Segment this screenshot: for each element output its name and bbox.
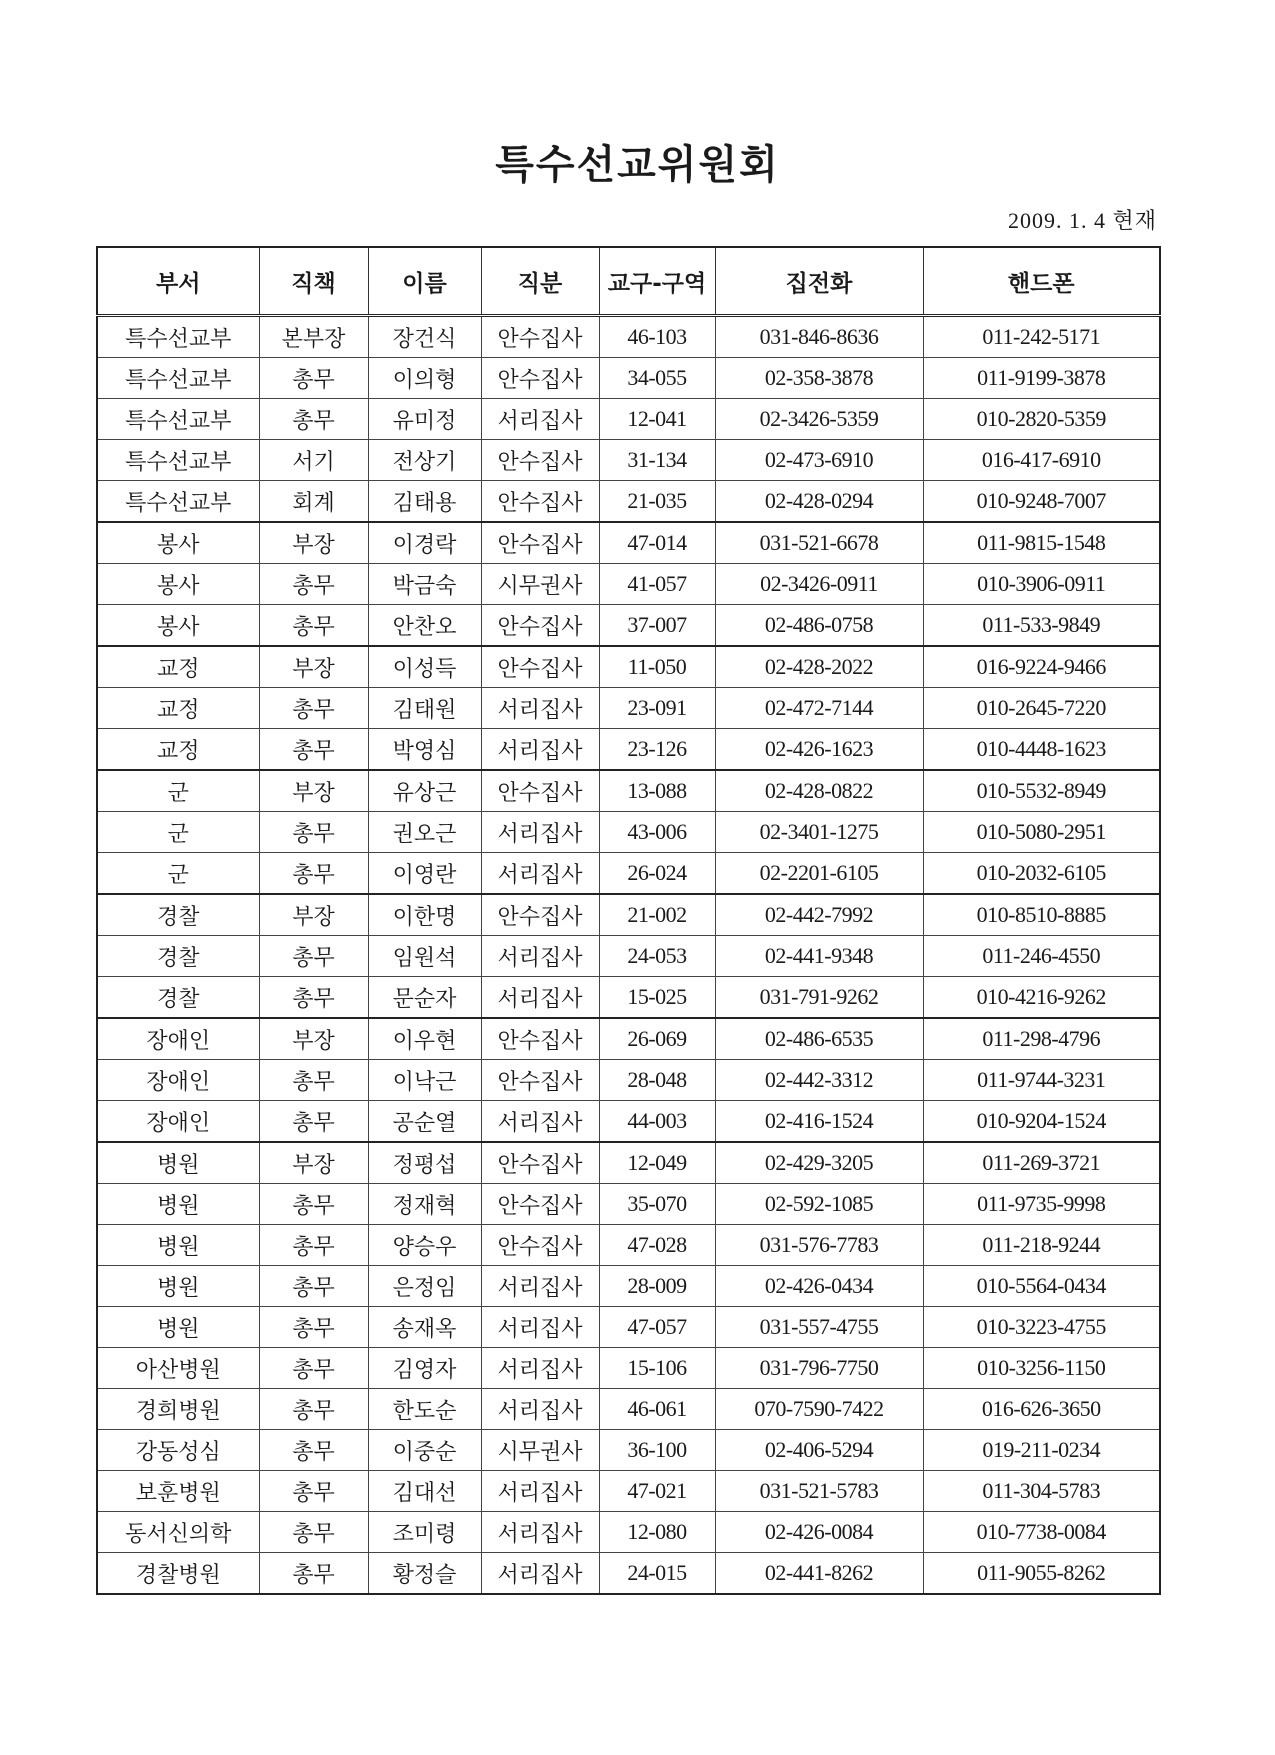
cell-position: 총무 (259, 605, 368, 647)
cell-name: 이성득 (368, 646, 481, 688)
cell-mobile-phone: 011-242-5171 (923, 316, 1160, 358)
table-row (97, 646, 1160, 688)
cell-district: 12-080 (599, 1512, 715, 1553)
cell-district: 11-050 (599, 646, 715, 688)
cell-church-office: 안수집사 (481, 481, 599, 523)
table-row (97, 1553, 1160, 1595)
cell-department: 경찰 (97, 936, 259, 977)
cell-church-office: 서리집사 (481, 1512, 599, 1553)
cell-department: 특수선교부 (97, 440, 259, 481)
cell-district: 15-106 (599, 1348, 715, 1389)
cell-position: 부장 (259, 1018, 368, 1060)
cell-department: 특수선교부 (97, 316, 259, 358)
cell-mobile-phone: 019-211-0234 (923, 1430, 1160, 1471)
cell-name: 황정슬 (368, 1553, 481, 1595)
cell-position: 총무 (259, 1430, 368, 1471)
cell-mobile-phone: 010-5564-0434 (923, 1266, 1160, 1307)
table-row (97, 522, 1160, 564)
cell-district: 47-021 (599, 1471, 715, 1512)
cell-church-office: 안수집사 (481, 1018, 599, 1060)
table-row (97, 358, 1160, 399)
cell-department: 특수선교부 (97, 399, 259, 440)
cell-position: 부장 (259, 770, 368, 812)
cell-position: 총무 (259, 812, 368, 853)
cell-home-phone: 02-441-8262 (715, 1553, 923, 1595)
cell-mobile-phone: 010-2645-7220 (923, 688, 1160, 729)
table-row (97, 1225, 1160, 1266)
cell-name: 한도순 (368, 1389, 481, 1430)
cell-name: 김대선 (368, 1471, 481, 1512)
table-row (97, 1142, 1160, 1184)
cell-church-office: 시무권사 (481, 1430, 599, 1471)
cell-mobile-phone: 011-9055-8262 (923, 1553, 1160, 1595)
cell-district: 21-035 (599, 481, 715, 523)
table-row (97, 399, 1160, 440)
cell-church-office: 안수집사 (481, 1184, 599, 1225)
cell-position: 총무 (259, 1225, 368, 1266)
cell-church-office: 서리집사 (481, 812, 599, 853)
cell-church-office: 안수집사 (481, 358, 599, 399)
cell-mobile-phone: 016-9224-9466 (923, 646, 1160, 688)
cell-department: 봉사 (97, 522, 259, 564)
cell-position: 총무 (259, 1471, 368, 1512)
cell-mobile-phone: 010-5080-2951 (923, 812, 1160, 853)
cell-district: 31-134 (599, 440, 715, 481)
cell-position: 총무 (259, 399, 368, 440)
cell-mobile-phone: 010-2820-5359 (923, 399, 1160, 440)
cell-church-office: 서리집사 (481, 1389, 599, 1430)
cell-name: 박영심 (368, 729, 481, 771)
cell-home-phone: 02-428-0294 (715, 481, 923, 523)
cell-name: 문순자 (368, 977, 481, 1019)
table-row (97, 316, 1160, 358)
cell-mobile-phone: 011-9199-3878 (923, 358, 1160, 399)
table-row (97, 1184, 1160, 1225)
cell-name: 정평섭 (368, 1142, 481, 1184)
cell-department: 특수선교부 (97, 481, 259, 523)
cell-church-office: 안수집사 (481, 646, 599, 688)
cell-department: 봉사 (97, 564, 259, 605)
cell-home-phone: 02-416-1524 (715, 1101, 923, 1143)
cell-mobile-phone: 010-4216-9262 (923, 977, 1160, 1019)
cell-church-office: 서리집사 (481, 1471, 599, 1512)
cell-church-office: 안수집사 (481, 316, 599, 358)
cell-home-phone: 02-441-9348 (715, 936, 923, 977)
cell-church-office: 안수집사 (481, 1225, 599, 1266)
cell-church-office: 안수집사 (481, 1142, 599, 1184)
cell-church-office: 안수집사 (481, 770, 599, 812)
cell-home-phone: 02-442-3312 (715, 1060, 923, 1101)
cell-name: 김태원 (368, 688, 481, 729)
cell-mobile-phone: 010-7738-0084 (923, 1512, 1160, 1553)
table-row (97, 1018, 1160, 1060)
cell-district: 15-025 (599, 977, 715, 1019)
cell-name: 이중순 (368, 1430, 481, 1471)
cell-district: 47-028 (599, 1225, 715, 1266)
cell-position: 총무 (259, 564, 368, 605)
cell-position: 총무 (259, 688, 368, 729)
cell-home-phone: 02-442-7992 (715, 894, 923, 936)
cell-name: 김태용 (368, 481, 481, 523)
cell-department: 병원 (97, 1307, 259, 1348)
cell-home-phone: 02-486-0758 (715, 605, 923, 647)
cell-church-office: 서리집사 (481, 399, 599, 440)
cell-position: 총무 (259, 1101, 368, 1143)
cell-name: 임원석 (368, 936, 481, 977)
cell-name: 김영자 (368, 1348, 481, 1389)
cell-home-phone: 02-426-0084 (715, 1512, 923, 1553)
cell-department: 봉사 (97, 605, 259, 647)
table-row (97, 688, 1160, 729)
cell-church-office: 서리집사 (481, 853, 599, 895)
page-title: 특수선교위원회 (495, 142, 780, 188)
header-name: 이름 (368, 247, 481, 316)
cell-department: 군 (97, 812, 259, 853)
cell-position: 총무 (259, 358, 368, 399)
cell-position: 총무 (259, 853, 368, 895)
cell-church-office: 안수집사 (481, 605, 599, 647)
cell-district: 26-024 (599, 853, 715, 895)
table-row (97, 1266, 1160, 1307)
header-mobile-phone: 핸드폰 (923, 247, 1160, 316)
table-row (97, 1512, 1160, 1553)
cell-district: 37-007 (599, 605, 715, 647)
cell-name: 이낙근 (368, 1060, 481, 1101)
header-department: 부서 (97, 247, 259, 316)
cell-position: 총무 (259, 1060, 368, 1101)
cell-home-phone: 031-846-8636 (715, 316, 923, 358)
cell-name: 공순열 (368, 1101, 481, 1143)
cell-home-phone: 031-521-6678 (715, 522, 923, 564)
cell-district: 23-091 (599, 688, 715, 729)
cell-mobile-phone: 010-8510-8885 (923, 894, 1160, 936)
table-row (97, 1101, 1160, 1143)
cell-home-phone: 02-473-6910 (715, 440, 923, 481)
cell-district: 47-014 (599, 522, 715, 564)
cell-mobile-phone: 011-304-5783 (923, 1471, 1160, 1512)
cell-department: 군 (97, 770, 259, 812)
header-church-office: 직분 (481, 247, 599, 316)
cell-district: 26-069 (599, 1018, 715, 1060)
cell-position: 총무 (259, 1266, 368, 1307)
cell-home-phone: 02-3426-0911 (715, 564, 923, 605)
cell-church-office: 안수집사 (481, 894, 599, 936)
cell-name: 박금숙 (368, 564, 481, 605)
cell-church-office: 서리집사 (481, 936, 599, 977)
cell-mobile-phone: 010-9204-1524 (923, 1101, 1160, 1143)
cell-home-phone: 02-429-3205 (715, 1142, 923, 1184)
cell-home-phone: 02-3426-5359 (715, 399, 923, 440)
cell-position: 회계 (259, 481, 368, 523)
cell-department: 병원 (97, 1142, 259, 1184)
cell-church-office: 서리집사 (481, 1266, 599, 1307)
cell-position: 부장 (259, 1142, 368, 1184)
table-row (97, 812, 1160, 853)
cell-mobile-phone: 011-269-3721 (923, 1142, 1160, 1184)
cell-department: 병원 (97, 1225, 259, 1266)
table-row (97, 770, 1160, 812)
cell-church-office: 서리집사 (481, 977, 599, 1019)
cell-position: 서기 (259, 440, 368, 481)
cell-home-phone: 02-2201-6105 (715, 853, 923, 895)
cell-home-phone: 02-428-2022 (715, 646, 923, 688)
cell-department: 경찰병원 (97, 1553, 259, 1595)
cell-position: 총무 (259, 729, 368, 771)
cell-district: 41-057 (599, 564, 715, 605)
table-row (97, 936, 1160, 977)
header-position: 직책 (259, 247, 368, 316)
table-row (97, 1430, 1160, 1471)
cell-district: 28-009 (599, 1266, 715, 1307)
cell-department: 경찰 (97, 894, 259, 936)
table-row (97, 977, 1160, 1019)
table-row (97, 1348, 1160, 1389)
cell-department: 특수선교부 (97, 358, 259, 399)
cell-department: 보훈병원 (97, 1471, 259, 1512)
cell-district: 44-003 (599, 1101, 715, 1143)
cell-name: 유미정 (368, 399, 481, 440)
cell-church-office: 안수집사 (481, 1060, 599, 1101)
cell-district: 24-015 (599, 1553, 715, 1595)
cell-department: 강동성심 (97, 1430, 259, 1471)
cell-church-office: 시무권사 (481, 564, 599, 605)
cell-home-phone: 031-576-7783 (715, 1225, 923, 1266)
cell-position: 총무 (259, 1553, 368, 1595)
cell-department: 병원 (97, 1266, 259, 1307)
cell-district: 36-100 (599, 1430, 715, 1471)
cell-position: 본부장 (259, 316, 368, 358)
cell-mobile-phone: 010-2032-6105 (923, 853, 1160, 895)
cell-church-office: 서리집사 (481, 729, 599, 771)
cell-home-phone: 02-428-0822 (715, 770, 923, 812)
table-row (97, 605, 1160, 647)
table-row (97, 853, 1160, 895)
cell-home-phone: 02-426-1623 (715, 729, 923, 771)
cell-name: 이영란 (368, 853, 481, 895)
cell-name: 은정임 (368, 1266, 481, 1307)
table-row (97, 440, 1160, 481)
cell-church-office: 안수집사 (481, 440, 599, 481)
cell-mobile-phone: 011-218-9244 (923, 1225, 1160, 1266)
cell-home-phone: 070-7590-7422 (715, 1389, 923, 1430)
cell-district: 46-103 (599, 316, 715, 358)
cell-home-phone: 031-557-4755 (715, 1307, 923, 1348)
cell-name: 장건식 (368, 316, 481, 358)
cell-department: 동서신의학 (97, 1512, 259, 1553)
cell-church-office: 서리집사 (481, 1553, 599, 1595)
cell-department: 장애인 (97, 1060, 259, 1101)
cell-district: 12-049 (599, 1142, 715, 1184)
cell-district: 28-048 (599, 1060, 715, 1101)
header-district: 교구-구역 (599, 247, 715, 316)
cell-position: 부장 (259, 894, 368, 936)
header-row (97, 247, 1160, 316)
as-of-date: 2009. 1. 4 현재 (1007, 208, 1157, 233)
cell-church-office: 서리집사 (481, 1101, 599, 1143)
cell-home-phone: 02-3401-1275 (715, 812, 923, 853)
cell-mobile-phone: 010-3223-4755 (923, 1307, 1160, 1348)
cell-district: 13-088 (599, 770, 715, 812)
cell-district: 35-070 (599, 1184, 715, 1225)
cell-position: 총무 (259, 1348, 368, 1389)
cell-mobile-phone: 010-9248-7007 (923, 481, 1160, 523)
cell-mobile-phone: 016-626-3650 (923, 1389, 1160, 1430)
cell-position: 총무 (259, 1307, 368, 1348)
cell-home-phone: 02-592-1085 (715, 1184, 923, 1225)
cell-church-office: 서리집사 (481, 688, 599, 729)
cell-position: 총무 (259, 1184, 368, 1225)
table-row (97, 1060, 1160, 1101)
cell-home-phone: 02-486-6535 (715, 1018, 923, 1060)
table-row (97, 1389, 1160, 1430)
cell-department: 교정 (97, 688, 259, 729)
cell-home-phone: 02-358-3878 (715, 358, 923, 399)
cell-department: 군 (97, 853, 259, 895)
cell-mobile-phone: 016-417-6910 (923, 440, 1160, 481)
cell-mobile-phone: 010-3256-1150 (923, 1348, 1160, 1389)
cell-name: 전상기 (368, 440, 481, 481)
table-row (97, 729, 1160, 771)
cell-name: 이의형 (368, 358, 481, 399)
cell-mobile-phone: 011-9815-1548 (923, 522, 1160, 564)
cell-district: 46-061 (599, 1389, 715, 1430)
table-row (97, 1307, 1160, 1348)
cell-mobile-phone: 011-533-9849 (923, 605, 1160, 647)
table-row (97, 481, 1160, 523)
table-row (97, 1471, 1160, 1512)
cell-home-phone: 02-472-7144 (715, 688, 923, 729)
cell-position: 부장 (259, 522, 368, 564)
cell-department: 장애인 (97, 1018, 259, 1060)
table-row (97, 894, 1160, 936)
cell-district: 47-057 (599, 1307, 715, 1348)
cell-position: 총무 (259, 977, 368, 1019)
cell-church-office: 서리집사 (481, 1307, 599, 1348)
roster-table (96, 246, 1161, 1595)
cell-district: 21-002 (599, 894, 715, 936)
cell-department: 경찰 (97, 977, 259, 1019)
cell-position: 총무 (259, 1512, 368, 1553)
cell-mobile-phone: 010-4448-1623 (923, 729, 1160, 771)
cell-department: 병원 (97, 1184, 259, 1225)
cell-district: 12-041 (599, 399, 715, 440)
cell-district: 43-006 (599, 812, 715, 853)
cell-home-phone: 031-796-7750 (715, 1348, 923, 1389)
cell-name: 권오근 (368, 812, 481, 853)
cell-name: 정재혁 (368, 1184, 481, 1225)
cell-mobile-phone: 011-9735-9998 (923, 1184, 1160, 1225)
cell-name: 이경락 (368, 522, 481, 564)
cell-mobile-phone: 011-9744-3231 (923, 1060, 1160, 1101)
cell-department: 교정 (97, 646, 259, 688)
cell-name: 이한명 (368, 894, 481, 936)
cell-name: 이우현 (368, 1018, 481, 1060)
cell-position: 총무 (259, 1389, 368, 1430)
cell-name: 조미령 (368, 1512, 481, 1553)
header-home-phone: 집전화 (715, 247, 923, 316)
cell-name: 송재옥 (368, 1307, 481, 1348)
cell-district: 34-055 (599, 358, 715, 399)
cell-district: 23-126 (599, 729, 715, 771)
cell-name: 안찬오 (368, 605, 481, 647)
cell-name: 유상근 (368, 770, 481, 812)
cell-name: 양승우 (368, 1225, 481, 1266)
cell-mobile-phone: 011-298-4796 (923, 1018, 1160, 1060)
cell-home-phone: 031-791-9262 (715, 977, 923, 1019)
cell-department: 장애인 (97, 1101, 259, 1143)
cell-mobile-phone: 010-5532-8949 (923, 770, 1160, 812)
roster-body (97, 316, 1160, 1595)
table-row (97, 564, 1160, 605)
cell-position: 부장 (259, 646, 368, 688)
cell-mobile-phone: 010-3906-0911 (923, 564, 1160, 605)
cell-home-phone: 031-521-5783 (715, 1471, 923, 1512)
cell-department: 경희병원 (97, 1389, 259, 1430)
cell-department: 아산병원 (97, 1348, 259, 1389)
cell-home-phone: 02-406-5294 (715, 1430, 923, 1471)
cell-church-office: 서리집사 (481, 1348, 599, 1389)
cell-position: 총무 (259, 936, 368, 977)
cell-church-office: 안수집사 (481, 522, 599, 564)
cell-home-phone: 02-426-0434 (715, 1266, 923, 1307)
cell-department: 교정 (97, 729, 259, 771)
cell-mobile-phone: 011-246-4550 (923, 936, 1160, 977)
cell-district: 24-053 (599, 936, 715, 977)
